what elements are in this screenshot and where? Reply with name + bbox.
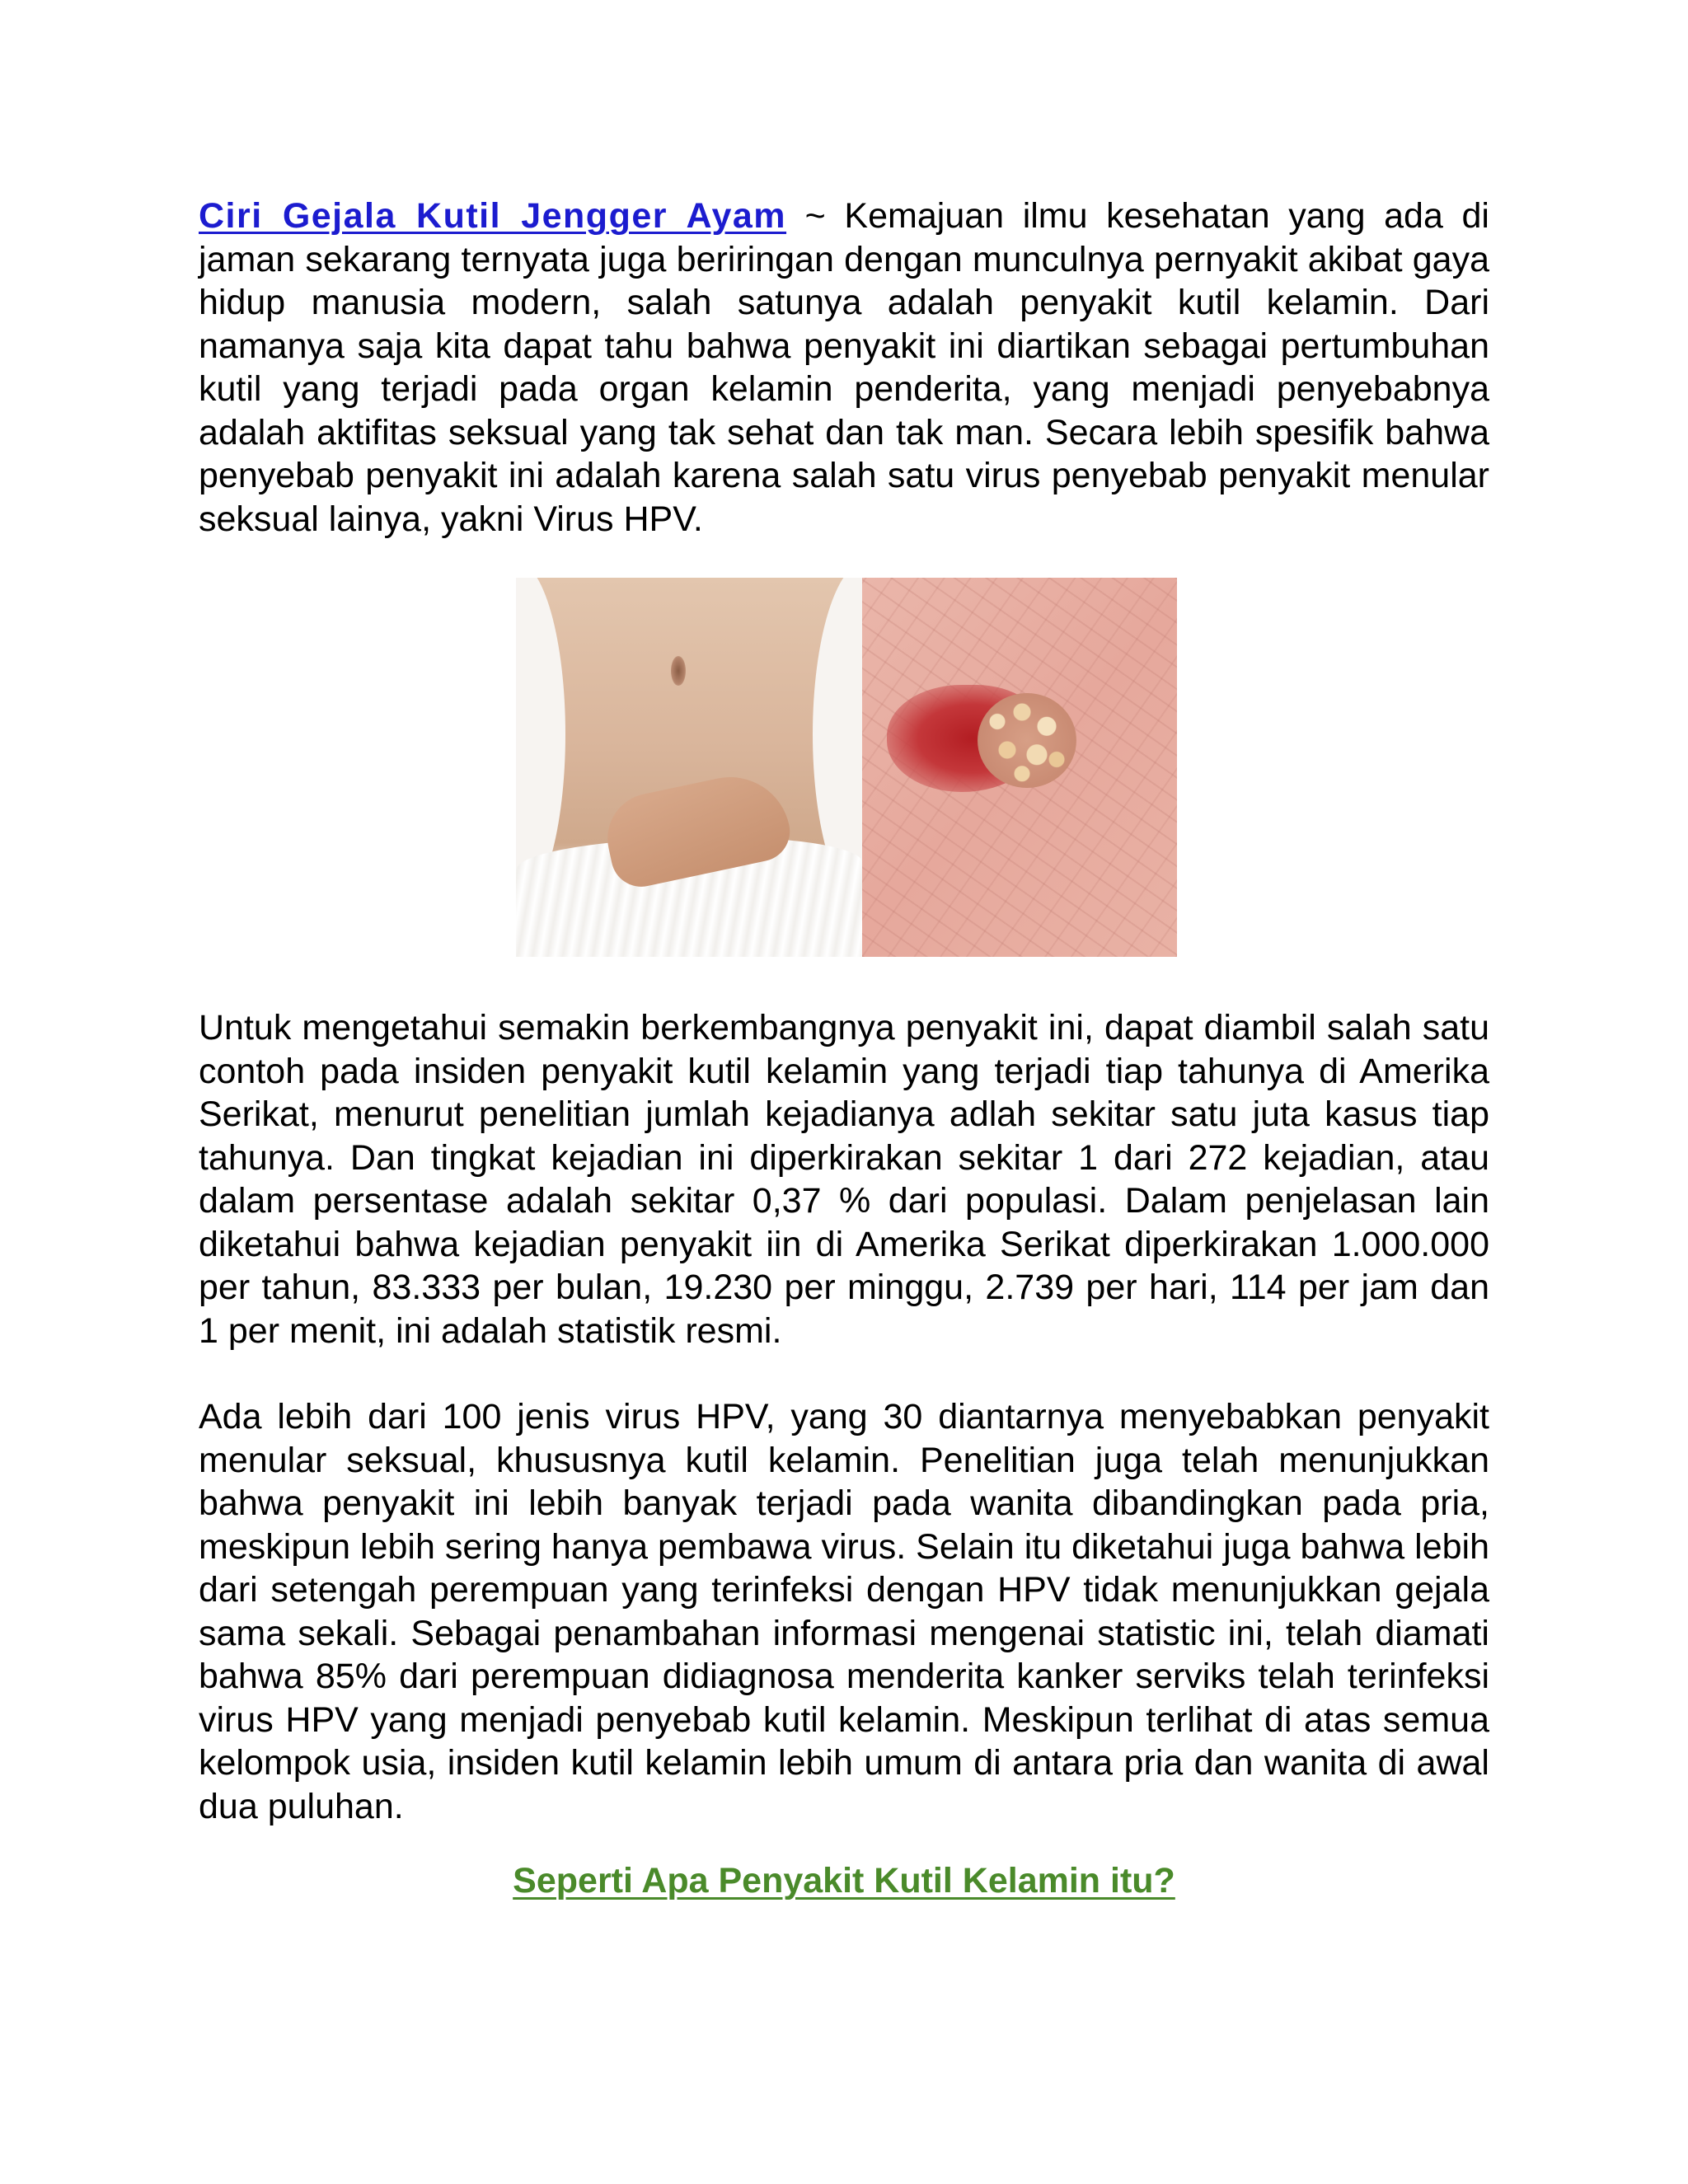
section-heading: Seperti Apa Penyakit Kutil Kelamin itu?	[513, 1861, 1175, 1900]
navel	[671, 656, 686, 686]
hpv-paragraph: Ada lebih dari 100 jenis virus HPV, yang 30 diantarnya menyebabkan penyakit menular seksual, khususnya kutil kelamin. Penelitian juga telah menunjukkan bahwa penyakit ini lebih banyak terjadi pada wanita dibandingkan pada pria, meskipun lebih sering hanya pembawa virus. Selain itu diketahui juga bahwa lebih dari setengah perempuan yang terinfeksi dengan HPV tidak menunjukkan gejala sama sekali. Sebagai penambahan informasi mengenai statistic ini, telah diamati bahwa 85% dari perempuan didiagnosa menderita kanker serviks telah terinfeksi virus HPV yang menjadi penyebab kutil kelamin. Meskipun terlihat di atas semua kelompok usia, insiden kutil kelamin lebih umum di antara pria dan wanita di awal dua puluhan.	[199, 1397, 1489, 1826]
abdomen-photo	[516, 578, 862, 957]
statistics-paragraph: Untuk mengetahui semakin berkembangnya penyakit ini, dapat diambil salah satu contoh pada insiden penyakit kutil kelamin yang terjadi tiap tahunya di Amerika Serikat, menurut penelitian jumlah kejadianya adlah sekitar satu juta kasus tiap tahunya. Dan tingkat kejadian ini diperkirakan sekitar 1 dari 272 kejadian, atau dalam persentase adalah sekitar 0,37 % dari populasi. Dalam penjelasan lain diketahui bahwa kejadian penyakit iin di Amerika Serikat diperkirakan 1.000.000 per tahun, 83.333 per bulan, 19.230 per minggu, 2.739 per hari, 114 per jam dan 1 per menit, ini adalah statistik resmi.	[199, 1008, 1489, 1351]
document-page	[199, 194, 1489, 1902]
title-link[interactable]: Ciri Gejala Kutil Jengger Ayam	[199, 196, 787, 236]
intro-paragraph	[199, 194, 1489, 541]
intro-text: ~ Kemajuan ilmu kesehatan yang ada di jaman sekarang ternyata juga beriringan dengan munculnya pernyakit akibat gaya hidup manusia modern, salah satunya adalah penyakit kutil kelamin. Dari namanya saja kita dapat tahu bahwa penyakit ini diartikan sebagai pertumbuhan kutil yang terjadi pada organ kelamin penderita, yang menjadi penyebabnya adalah aktifitas seksual yang tak sehat dan tak man. Secara lebih spesifik bahwa penyebab penyakit ini adalah karena salah satu virus penyebab penyakit menular seksual lainya, yakni Virus HPV.	[199, 196, 1489, 539]
spacer	[199, 957, 1489, 1006]
spacer	[199, 1828, 1489, 1859]
spacer	[199, 1352, 1489, 1395]
wart	[978, 693, 1076, 788]
wart-closeup-photo	[862, 578, 1177, 957]
article-image	[516, 578, 1177, 957]
